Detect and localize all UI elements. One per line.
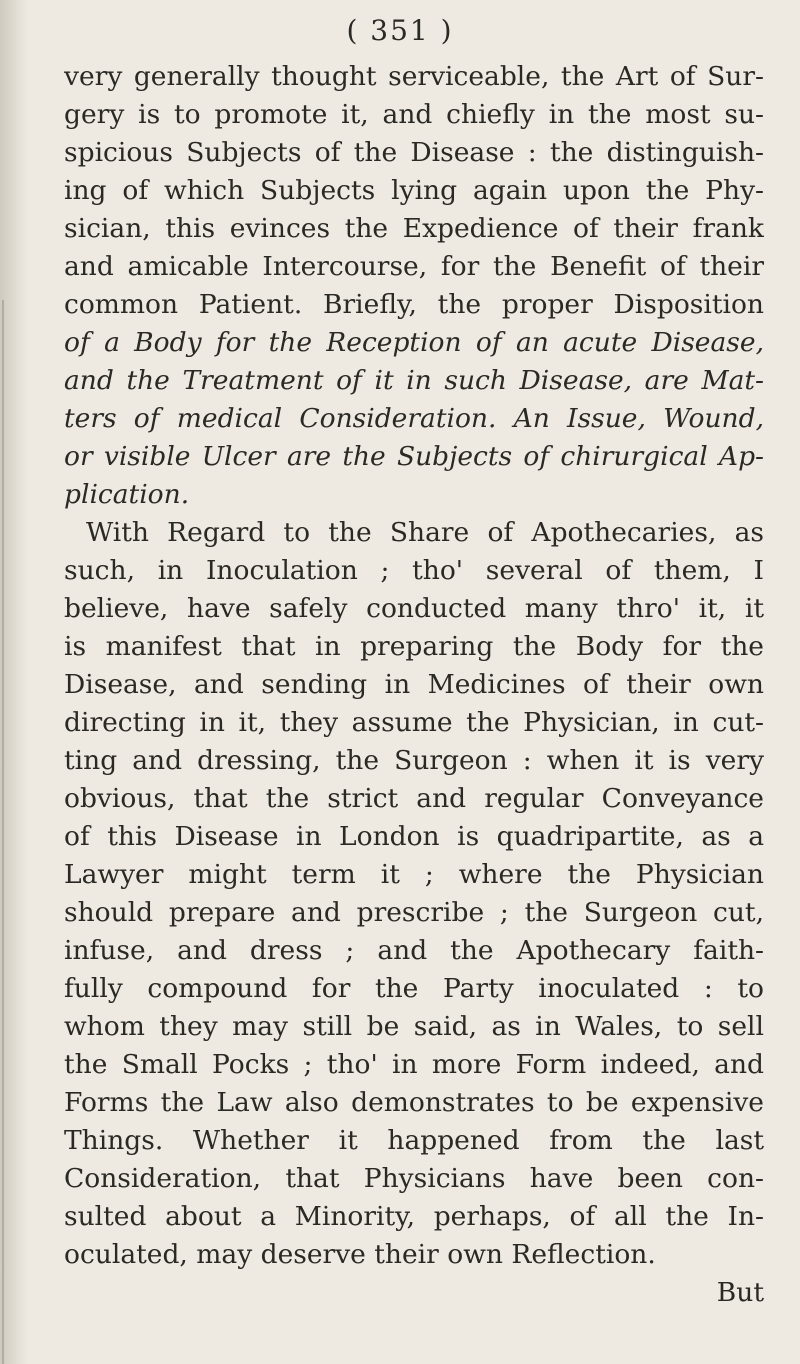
catchword: But [716, 1277, 764, 1308]
text-line: believe, have safely conducted many thro' it, it [64, 593, 764, 624]
body-text [64, 58, 764, 1312]
text-line: Disease, and sending in Medicines of their own [64, 669, 764, 700]
text-line: directing in it, they assume the Physician, in cut- [64, 707, 764, 738]
text-line-italic: of a Body for the Reception of an acute Disease, [64, 327, 764, 358]
text-line: sician, this evinces the Expedience of their frank [64, 213, 764, 244]
text-line-italic: or visible Ulcer are the Subjects of chirurgical Ap- [64, 441, 764, 472]
text-line: ing of which Subjects lying again upon the Phy- [64, 175, 764, 206]
text-line: and amicable Intercourse, for the Benefit of their [64, 251, 764, 282]
binding-gutter [0, 0, 28, 1364]
text-line: very generally thought serviceable, the Art of Sur- [64, 61, 764, 92]
paragraph-start-line: With Regard to the Share of Apothecaries, as [86, 517, 764, 548]
text-line-italic: ters of medical Consideration. An Issue, Wound, [64, 403, 764, 434]
text-line: Consideration, that Physicians have been con- [64, 1163, 764, 1194]
text-line: common Patient. Briefly, the proper Disposition [64, 289, 764, 320]
text-line: fully compound for the Party inoculated : to [64, 973, 764, 1004]
text-line: obvious, that the strict and regular Conveyance [64, 783, 764, 814]
text-line: sulted about a Minority, perhaps, of all the In- [64, 1201, 764, 1232]
text-line: infuse, and dress ; and the Apothecary faith- [64, 935, 764, 966]
text-line: is manifest that in preparing the Body for the [64, 631, 764, 662]
text-line: Things. Whether it happened from the last [64, 1125, 764, 1156]
text-line: spicious Subjects of the Disease : the distinguish- [64, 137, 764, 168]
text-line: of this Disease in London is quadripartite, as a [64, 821, 764, 852]
text-line: ting and dressing, the Surgeon : when it is very [64, 745, 764, 776]
text-line: the Small Pocks ; tho' in more Form indeed, and [64, 1049, 764, 1080]
text-line: Forms the Law also demonstrates to be expensive [64, 1087, 764, 1118]
text-line-italic: and the Treatment of it in such Disease, are Mat- [64, 365, 764, 396]
text-line: oculated, may deserve their own Reflection. [64, 1239, 656, 1270]
page-number: ( 351 ) [346, 14, 454, 47]
text-line: Lawyer might term it ; where the Physician [64, 859, 764, 890]
text-line: whom they may still be said, as in Wales, to sell [64, 1011, 764, 1042]
text-line: such, in Inoculation ; tho' several of them, I [64, 555, 764, 586]
binding-edge [2, 300, 4, 1364]
text-line: gery is to promote it, and chiefly in the most su- [64, 99, 764, 130]
text-line-italic: plication. [64, 479, 190, 510]
text-line: should prepare and prescribe ; the Surgeon cut, [64, 897, 764, 928]
